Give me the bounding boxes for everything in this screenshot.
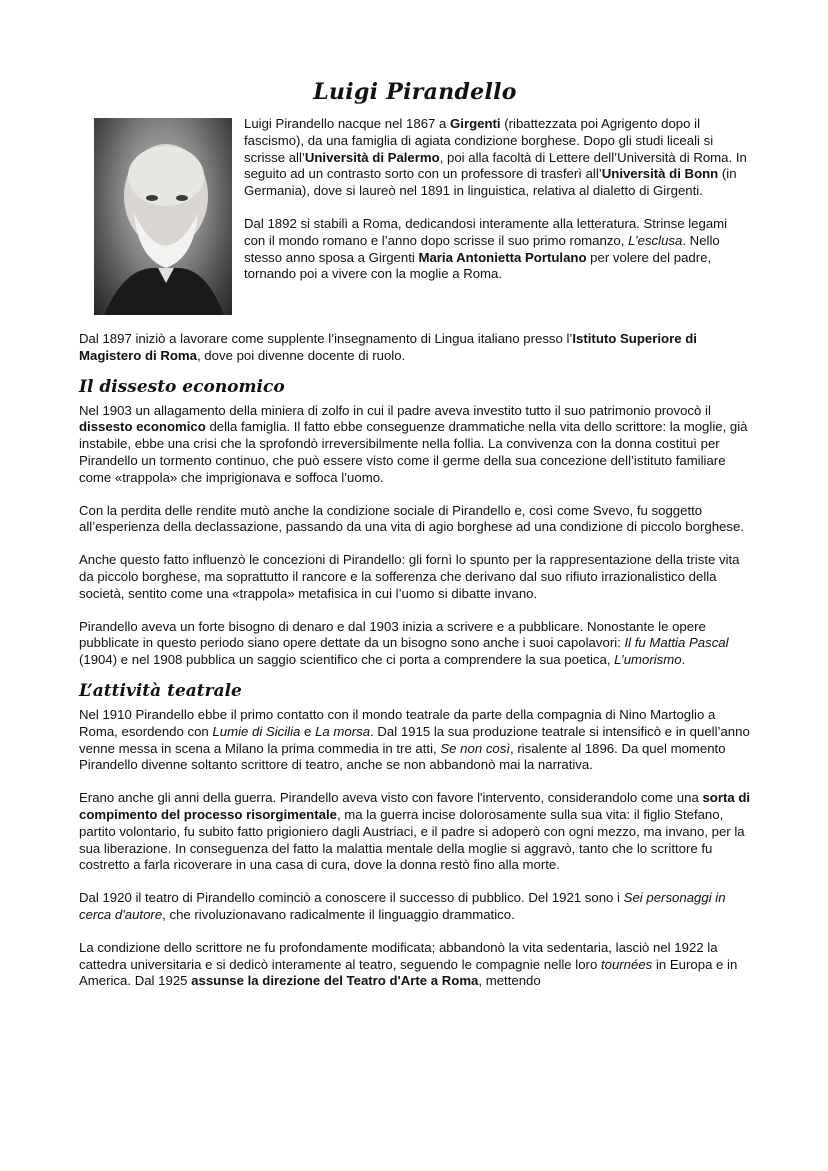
text-run: Con la perdita delle rendite mutò anche la condizione sociale di Pirandello e, così come Svevo, fu soggetto all’esperienza della declassazione, passando da una vita di agio borghese ad una condizione di piccolo borghese.: [79, 502, 744, 535]
section2-paragraph: [79, 707, 751, 774]
bold-phrase: assunse la direzione del Teatro d'Arte a Roma: [191, 973, 479, 989]
intro-block: [79, 116, 751, 315]
section1-paragraph: [79, 403, 751, 487]
section2-paragraph: [79, 940, 751, 990]
text-run: Nel 1910 Pirandello ebbe il primo contatto con il mondo teatrale da parte della compagnia di Nino Martoglio a Roma, esordendo con: [79, 706, 716, 739]
text-run: La condizione dello scrittore ne fu profondamente modificata; abbandonò la vita sedentaria, lasciò nel 1922 la cattedra universitaria e si dedicò interamente al teatro, seguendo le compagnie nelle loro: [79, 939, 718, 972]
bold-phrase: dissesto economico: [79, 419, 206, 435]
text-run: Luigi Pirandello nacque nel 1867 a: [244, 116, 451, 131]
bold-phrase: Girgenti: [450, 116, 501, 131]
text-run: (1904) e nel 1908 pubblica un saggio scientifico che ci porta a comprendere la sua poetica,: [79, 652, 615, 668]
text-run: Dal 1897 iniziò a lavorare come supplente l’insegnamento di Lingua italiano presso l’: [79, 331, 573, 346]
section-heading-dissesto: Il dissesto economico: [79, 376, 285, 397]
italic-title: L’umorismo: [614, 652, 682, 668]
bold-phrase: Università di Bonn: [601, 166, 719, 182]
text-run: . Nello stesso anno sposa a Girgenti: [244, 232, 720, 265]
text-run: Pirandello aveva un forte bisogno di denaro e dal 1903 inizia a scrivere e a pubblicare. Nonostante le opere pubblicate in questo periodo siano opere dettate da un bisogno sono anche i suoi capolavori:: [79, 618, 706, 651]
text-run: , mettendo: [478, 973, 541, 989]
document-page: [79, 78, 751, 990]
section1-paragraph: [79, 619, 751, 669]
text-run: in Europa e in America. Dal 1925: [79, 956, 738, 989]
section2-paragraph: [79, 790, 751, 874]
text-run: (ribattezzata poi Agrigento dopo il fascismo), da una famiglia di agiata condizione borghese. Dopo gli studi liceali si scrisse all’: [244, 116, 714, 165]
paragraph-1897: [79, 331, 751, 365]
section2-paragraph: [79, 890, 751, 924]
italic-title: Lumie di Sicilia: [212, 723, 301, 739]
intro-paragraph-2: [244, 216, 751, 283]
text-run: . Dal 1915 la sua produzione teatrale si intensificò e in quell’anno venne messa in scena a Milano la prima commedia in tre atti,: [79, 723, 750, 756]
section-heading-teatro: L’attività teatrale: [79, 680, 242, 701]
text-run: .: [681, 652, 686, 668]
bold-phrase: Maria Antonietta Portulano: [418, 249, 587, 265]
italic-title: Se non così: [440, 740, 511, 756]
text-run: della famiglia. Il fatto ebbe conseguenze drammatiche nella vita dello scrittore: la moglie, già instabile, ebbe una crisi che la sprofondò irreversibilmente nella follia. La convivenza con la donna costituì per Pirandello un tormento continuo, che può essere visto come il germe della sua concezione dell’istituto familiare come «trappola» che imprigionava e soffoca l’uomo.: [79, 419, 748, 485]
bold-phrase: Università di Palermo: [304, 149, 440, 165]
bold-phrase: sorta di compimento del processo risorgimentale: [79, 790, 751, 822]
text-run: Anche questo fatto influenzò le concezioni di Pirandello: gli fornì lo spunto per la rappresentazione della triste vita da piccolo borghese, ma soprattutto il rancore e la sofferenza che derivano dal suo rifiuto irrazionalistico della società, sentito come una «trappola» metafisica in cui l’uomo si dibatte invano.: [79, 552, 740, 601]
bold-phrase: Istituto Superiore di Magistero di Roma: [79, 331, 697, 363]
section1-paragraph: [79, 552, 751, 602]
text-run: Nel 1903 un allagamento della miniera di zolfo in cui il padre aveva investito tutto il suo patrimonio provocò il: [79, 402, 711, 418]
text-run: Erano anche gli anni della guerra. Pirandello aveva visto con favore l'intervento, considerandolo come una: [79, 790, 703, 806]
italic-title: Il fu Mattia Pascal: [624, 635, 729, 651]
text-run: Dal 1920 il teatro di Pirandello cominciò a conoscere il successo di pubblico. Del 1921 sono i: [79, 890, 624, 906]
text-run: per volere del padre, tornando poi a vivere con la moglie a Roma.: [244, 249, 712, 282]
italic-title: tournées: [600, 956, 653, 972]
portrait-photo: [94, 118, 232, 315]
text-run: (in Germania), dove si laureò nel 1891 in linguistica, relativa al dialetto di Girgenti.: [244, 166, 737, 199]
text-run: Dal 1892 si stabilì a Roma, dedicandosi interamente alla letteratura. Strinse legami con il mondo romano e l’anno dopo scrisse il suo primo romanzo,: [244, 215, 728, 248]
italic-title: L’esclusa: [628, 232, 683, 248]
italic-title: La morsa: [315, 723, 371, 739]
section1-paragraph: [79, 503, 751, 537]
text-run: , dove poi divenne docente di ruolo.: [196, 347, 406, 363]
italic-title: Sei personaggi in cerca d'autore: [79, 890, 726, 922]
intro-paragraph-1: [244, 116, 751, 200]
text-run: , ma la guerra incise dolorosamente sulla sua vita: il figlio Stefano, partito volontario, fu subito fatto prigioniero dagli Austriaci, e il padre si adoperò con ogni mezzo, ma invano, per la sua liberazione. In conseguenza del fatto la malattia mentale della moglie si aggravò, tanto che lo scrittore fu costretto a farla ricoverare in una casa di cura, dove la donna restò fino alla morte.: [79, 806, 745, 873]
text-run: e: [300, 723, 316, 739]
page-title: Luigi Pirandello: [313, 79, 517, 105]
text-run: , risalente al 1896. Da quel momento Pirandello divenne soltanto scrittore di teatro, anche se non abbandonò mai la narrativa.: [79, 740, 726, 773]
text-run: , che rivoluzionavano radicalmente il linguaggio drammatico.: [162, 906, 515, 922]
text-run: , poi alla facoltà di Lettere dell’Università di Roma. In seguito ad un contrasto sorto con un professore di trasferì all’: [244, 149, 747, 182]
